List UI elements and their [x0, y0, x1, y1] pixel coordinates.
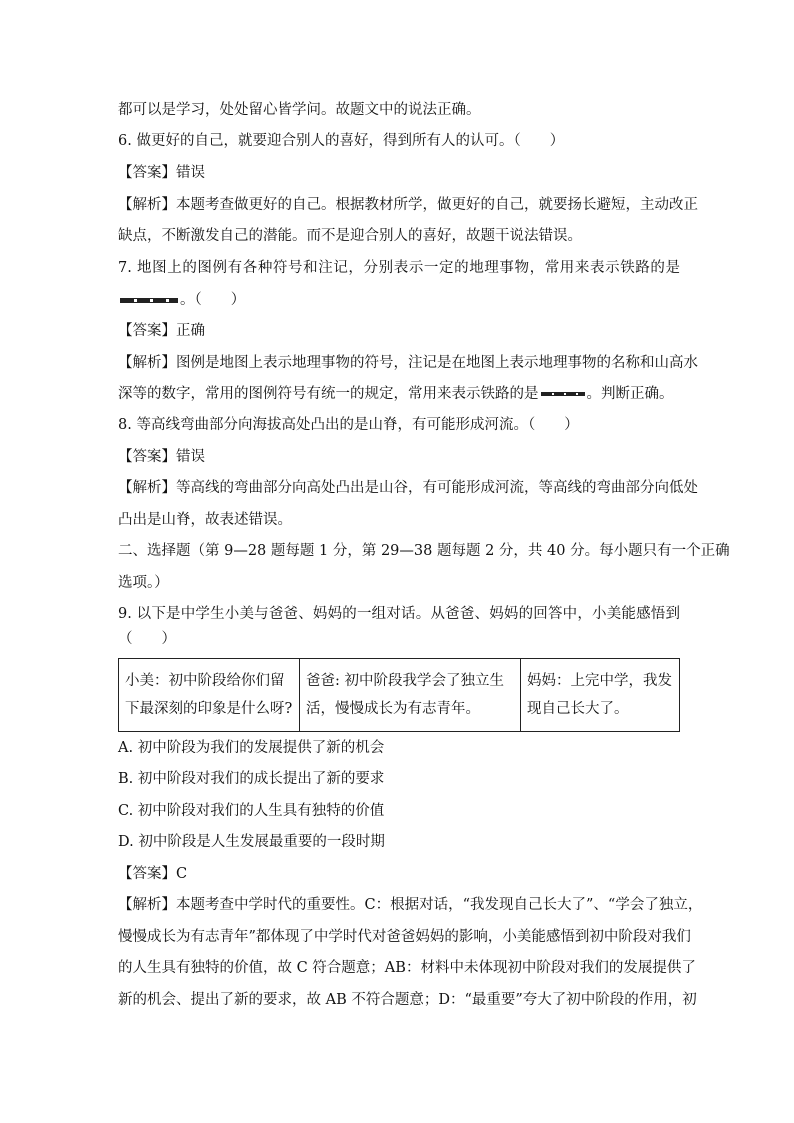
table-row	[119, 659, 680, 732]
explanation-8-line-2: 凸出是山脊，故表述错误。	[118, 512, 292, 528]
explanation-7-line-2	[118, 384, 674, 404]
explanation-7-part-b: 。判断正确。	[586, 386, 674, 402]
explanation-6-line-2: 缺点，不断激发自己的潜能。而不是迎合别人的喜好，故题干说法错误。	[118, 228, 582, 244]
explanation-8-line-1: 【解析】等高线的弯曲部分向高处凸出是山谷，有可能形成河流，等高线的弯曲部分向低处	[118, 480, 698, 496]
answer-9: 【答案】C	[118, 866, 188, 882]
question-6: 6. 做更好的自己，就要迎合别人的喜好，得到所有人的认可。（ ）	[118, 133, 565, 149]
explanation-9-line-4: 新的机会、提出了新的要求，故 AB 不符合题意；D：“最重要”夸大了初中阶段的作用，初	[118, 992, 697, 1008]
question-7-line-1: 7. 地图上的图例有各种符号和注记，分别表示一定的地理事物，常用来表示铁路的是	[118, 260, 680, 276]
question-7-line-2	[118, 290, 245, 310]
explanation-7-part-a: 深等的数字，常用的图例符号有统一的规定，常用来表示铁路的是	[118, 386, 539, 402]
dialogue-table	[118, 658, 680, 732]
question-7-tail: 。（ ）	[180, 292, 246, 308]
explanation-7-line-1: 【解析】图例是地图上表示地理事物的符号，注记是在地图上表示地理事物的名称和山高水	[118, 355, 698, 371]
option-d: D. 初中阶段是人生发展最重要的一段时期	[118, 834, 385, 850]
option-b: B. 初中阶段对我们的成长提出了新的要求	[118, 771, 385, 787]
explanation-9-line-2: 慢慢成长为有志青年”都体现了中学时代对爸爸妈妈的影响，小美能感悟到初中阶段对我们	[118, 929, 691, 945]
question-9-line-1: 9. 以下是中学生小美与爸爸、妈妈的一组对话。从爸爸、妈妈的回答中，小美能感悟到	[118, 606, 680, 622]
explanation-9-line-3: 的人生具有独特的价值，故 C 符合题意；AB：材料中未体现初中阶段对我们的发展提供了	[118, 960, 696, 976]
section-2-heading-line-2: 选项。）	[118, 575, 169, 591]
dialogue-baba: 爸爸: 初中阶段我学会了独立生活，慢慢成长为有志青年。	[300, 659, 521, 732]
explanation-9-line-1: 【解析】本题考查中学时代的重要性。C：根据对话，“我发现自己长大了”、“学会了独立，	[118, 897, 703, 913]
explanation-6-line-1: 【解析】本题考查做更好的自己。根据教材所学，做更好的自己，就要扬长避短，主动改正	[118, 197, 698, 213]
dialogue-mama: 妈妈：上完中学，我发现自己长大了。	[521, 659, 680, 732]
answer-8: 【答案】错误	[118, 449, 205, 465]
option-c: C. 初中阶段对我们的人生具有独特的价值	[118, 803, 385, 819]
railway-legend-icon	[541, 392, 585, 396]
question-9-line-2: （ ）	[118, 631, 176, 647]
section-2-heading-line-1: 二、选择题（第 9—28 题每题 1 分，第 29—38 题每题 2 分，共 40 分。每小题只有一个正确	[118, 543, 730, 559]
text-line: 都可以是学习，处处留心皆学问。故题文中的说法正确。	[118, 102, 481, 118]
railway-legend-icon	[120, 298, 178, 303]
dialogue-xiaomei: 小美：初中阶段给你们留下最深刻的印象是什么呀?	[119, 659, 300, 732]
answer-6: 【答案】错误	[118, 165, 205, 181]
option-a: A. 初中阶段为我们的发展提供了新的机会	[118, 740, 385, 756]
question-8: 8. 等高线弯曲部分向海拔高处凸出的是山脊，有可能形成河流。（ ）	[118, 417, 579, 433]
answer-7: 【答案】正确	[118, 323, 205, 339]
